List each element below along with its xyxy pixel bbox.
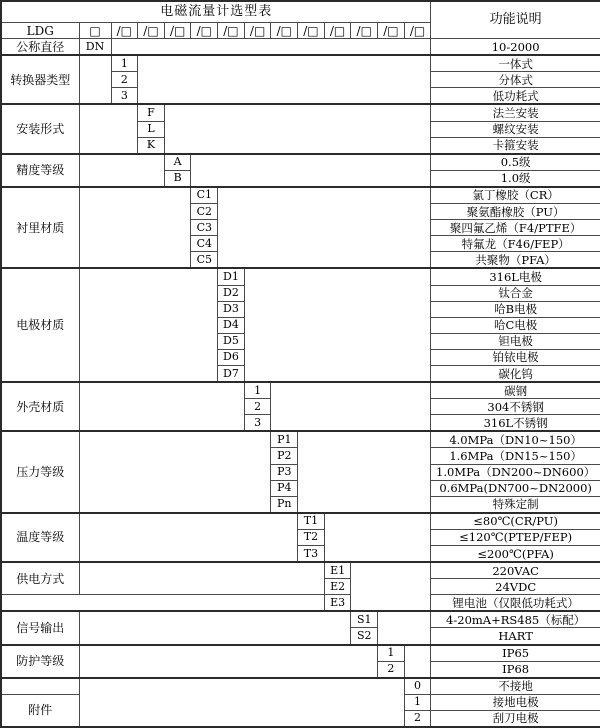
code-cell: 2	[378, 661, 405, 678]
spacer-cell	[1, 595, 324, 612]
spacer-cell	[79, 268, 218, 382]
description-cell: 哈B电极	[431, 301, 600, 317]
description-cell: 接地电极	[431, 694, 600, 710]
description-cell: 4-20mA+RS485（标配）	[431, 611, 600, 628]
table-title: 电磁流量计选型表	[1, 1, 431, 23]
spacer-cell	[79, 645, 378, 678]
model-box-slot: /□	[164, 23, 191, 39]
description-cell: 锂电池（仅限低功耗式）	[431, 595, 600, 612]
code-cell: D4	[218, 317, 245, 333]
spacer-cell	[404, 645, 431, 678]
code-cell: P3	[271, 464, 298, 480]
spacer-cell	[79, 154, 164, 187]
spacer-cell	[79, 382, 244, 431]
code-cell: 0	[404, 678, 431, 695]
code-cell: 3	[111, 88, 138, 105]
code-cell: E3	[324, 595, 351, 612]
category-label-converter-type: 转换器类型	[1, 55, 79, 104]
description-cell: 1.6MPa（DN15~150）	[431, 448, 600, 464]
code-cell: C5	[191, 252, 218, 269]
category-label-nominal-diameter: 公称直径	[1, 39, 79, 56]
spacer-cell	[79, 513, 298, 562]
code-cell: D2	[218, 285, 245, 301]
model-box-slot: /□	[298, 23, 325, 39]
description-cell: 1.0MPa（DN200~DN600）	[431, 464, 600, 480]
description-cell: ≤200℃(PFA)	[431, 546, 600, 563]
category-label-pressure-rating: 压力等级	[1, 431, 79, 512]
category-label-accessories: 附件	[1, 694, 79, 727]
spacer-cell	[351, 562, 431, 611]
description-cell: 不接地	[431, 678, 600, 695]
model-box-slot: □	[79, 23, 111, 39]
description-cell: ≤120℃(PTEP/FEP)	[431, 529, 600, 545]
code-cell: D1	[218, 268, 245, 285]
code-cell: P1	[271, 431, 298, 448]
code-cell: D5	[218, 333, 245, 349]
model-box-slot: /□	[271, 23, 298, 39]
description-cell: 钛合金	[431, 285, 600, 301]
category-label-installation-type: 安装形式	[1, 104, 79, 153]
spacer-cell	[244, 268, 431, 382]
description-cell: 0.6MPa(DN700~DN2000)	[431, 480, 600, 496]
description-cell: 特殊定制	[431, 496, 600, 513]
description-cell: IP68	[431, 661, 600, 678]
code-cell: C4	[191, 236, 218, 252]
description-cell: 220VAC	[431, 562, 600, 579]
spacer-cell	[79, 431, 271, 512]
description-cell: 低功耗式	[431, 88, 600, 105]
category-label-lining-material: 衬里材质	[1, 187, 79, 268]
code-cell: B	[164, 170, 191, 187]
spacer-cell	[164, 104, 431, 153]
spacer-cell	[79, 55, 111, 104]
code-cell: D3	[218, 301, 245, 317]
model-box-slot: /□	[111, 23, 138, 39]
code-cell: S1	[351, 611, 378, 628]
description-cell: 4.0MPa（DN10~150）	[431, 431, 600, 448]
code-cell: T1	[298, 513, 325, 530]
description-cell: 24VDC	[431, 579, 600, 595]
spacer-cell	[79, 187, 191, 268]
description-cell: 哈C电极	[431, 317, 600, 333]
description-cell: 聚四氟乙烯（F4/PTFE）	[431, 220, 600, 236]
description-cell: 法兰安装	[431, 104, 600, 121]
spacer-cell	[218, 187, 431, 268]
code-cell: A	[164, 154, 191, 171]
spacer-cell	[79, 678, 404, 727]
code-cell: 1	[244, 382, 271, 399]
code-cell: E1	[324, 562, 351, 579]
code-cell: 1	[111, 55, 138, 72]
description-cell: 卡箍安装	[431, 137, 600, 154]
description-cell: 刮刀电极	[431, 710, 600, 727]
description-cell: 316L不锈钢	[431, 415, 600, 432]
code-cell: Pn	[271, 496, 298, 513]
model-box-slot: /□	[138, 23, 165, 39]
description-cell: 一体式	[431, 55, 600, 72]
description-cell: 铂铱电极	[431, 349, 600, 365]
function-description-header: 功能说明	[431, 1, 600, 39]
spacer-cell	[138, 55, 431, 104]
spacer-cell	[79, 611, 351, 644]
code-cell: D7	[218, 365, 245, 382]
description-cell: IP65	[431, 645, 600, 662]
code-cell: P4	[271, 480, 298, 496]
description-cell: 碳钢	[431, 382, 600, 399]
model-box-slot: /□	[218, 23, 245, 39]
spacer-cell	[191, 154, 431, 187]
category-label-housing-material: 外壳材质	[1, 382, 79, 431]
spacer-cell	[298, 431, 431, 512]
code-cell: 2	[404, 710, 431, 727]
category-label-temperature-rating: 温度等级	[1, 513, 79, 562]
code-cell: 1	[404, 694, 431, 710]
model-box-slot: /□	[191, 23, 218, 39]
spacer-cell	[324, 513, 431, 562]
description-cell: 316L电极	[431, 268, 600, 285]
code-cell: C1	[191, 187, 218, 204]
code-cell: P2	[271, 448, 298, 464]
code-cell: S2	[351, 628, 378, 645]
spacer-cell	[1, 678, 79, 695]
description-cell: 聚氨酯橡胶（PU）	[431, 204, 600, 220]
code-cell: 2	[244, 399, 271, 415]
code-cell: 3	[244, 415, 271, 432]
code-cell: K	[138, 137, 165, 154]
model-box-slot: /□	[351, 23, 378, 39]
spacer-cell	[271, 382, 431, 431]
description-cell: 特氟龙（F46/FEP）	[431, 236, 600, 252]
description-cell: 碳化钨	[431, 365, 600, 382]
spacer-cell	[79, 104, 138, 153]
model-box-slot: /□	[404, 23, 431, 39]
description-cell: 1.0级	[431, 170, 600, 187]
category-label-power-supply: 供电方式	[1, 562, 79, 595]
description-cell: 氯丁橡胶（CR）	[431, 187, 600, 204]
code-cell: 1	[378, 645, 405, 662]
description-cell: 10-2000	[431, 39, 600, 56]
description-cell: 钽电极	[431, 333, 600, 349]
description-cell: 共聚物（PFA）	[431, 252, 600, 269]
model-code-label: LDG	[1, 23, 79, 39]
description-cell: 0.5级	[431, 154, 600, 171]
code-cell: F	[138, 104, 165, 121]
code-cell: C3	[191, 220, 218, 236]
spacer-cell	[79, 562, 324, 595]
code-cell: T2	[298, 529, 325, 545]
description-cell: 螺纹安装	[431, 121, 600, 137]
description-cell: 304不锈钢	[431, 399, 600, 415]
spacer-cell	[378, 611, 431, 644]
description-cell: 分体式	[431, 72, 600, 88]
model-box-slot: /□	[324, 23, 351, 39]
code-cell: D6	[218, 349, 245, 365]
category-label-protection-rating: 防护等级	[1, 645, 79, 678]
code-cell: L	[138, 121, 165, 137]
category-label-signal-output: 信号输出	[1, 611, 79, 644]
model-box-slot: /□	[378, 23, 405, 39]
code-cell: 2	[111, 72, 138, 88]
code-cell: C2	[191, 204, 218, 220]
category-label-electrode-material: 电极材质	[1, 268, 79, 382]
code-cell: DN	[79, 39, 111, 56]
model-box-slot: /□	[244, 23, 271, 39]
code-cell: E2	[324, 579, 351, 595]
code-cell: T3	[298, 546, 325, 563]
category-label-accuracy-class: 精度等级	[1, 154, 79, 187]
description-cell: ≤80℃(CR/PU)	[431, 513, 600, 530]
spacer-cell	[111, 39, 431, 56]
description-cell: HART	[431, 628, 600, 645]
